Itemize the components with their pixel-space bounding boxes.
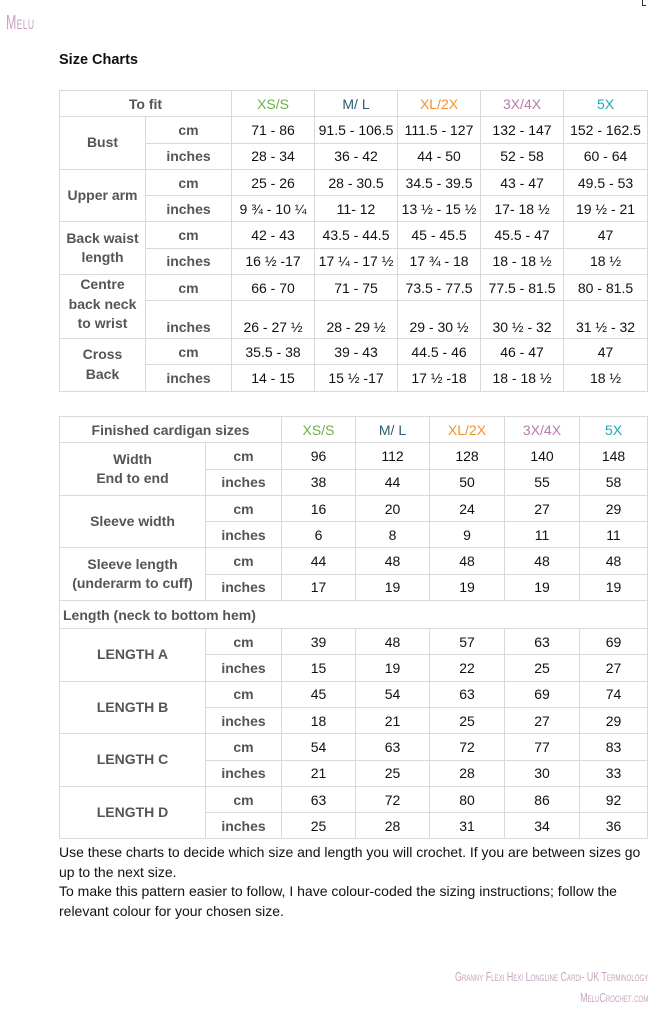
to-fit-header: To fit [60, 91, 232, 117]
page-title: Size Charts [59, 52, 138, 68]
size-value-cell: 11 [580, 522, 648, 548]
size-value-cell: 17- 18 ½ [481, 196, 564, 222]
size-value-cell: 57 [430, 629, 505, 655]
unit-label: inches [206, 522, 282, 548]
size-value-cell: 6 [282, 522, 356, 548]
table-row [60, 629, 648, 655]
size-header-3x4x: 3X/4X [505, 417, 580, 443]
finished-cardigan-size-table [59, 416, 648, 839]
size-value-cell: 36 - 42 [315, 143, 398, 169]
size-value-cell: 45.5 - 47 [481, 222, 564, 248]
finished-sizes-header: Finished cardigan sizes [60, 417, 282, 443]
size-value-cell: 19 [430, 574, 505, 600]
size-value-cell: 48 [580, 548, 648, 574]
table-row [60, 365, 648, 391]
unit-label: inches [146, 301, 232, 339]
size-value-cell: 148 [580, 443, 648, 469]
table-row [60, 222, 648, 248]
unit-label: inches [146, 365, 232, 391]
size-value-cell: 128 [430, 443, 505, 469]
size-value-cell: 13 ½ - 15 ½ [398, 196, 481, 222]
table-row [60, 248, 648, 274]
size-value-cell: 21 [356, 707, 430, 733]
size-value-cell: 50 [430, 469, 505, 495]
size-value-cell: 72 [430, 734, 505, 760]
size-value-cell: 43 - 47 [481, 169, 564, 195]
size-value-cell: 132 - 147 [481, 117, 564, 143]
length-section-label: Length (neck to bottom hem) [60, 601, 648, 629]
table-row [60, 196, 648, 222]
size-value-cell: 39 [282, 629, 356, 655]
size-value-cell: 17 [282, 574, 356, 600]
size-value-cell: 19 ½ - 21 [564, 196, 648, 222]
size-header-xss: XS/S [232, 91, 315, 117]
size-header-3x4x: 3X/4X [481, 91, 564, 117]
to-fit-size-table [59, 90, 648, 392]
size-value-cell: 44 [356, 469, 430, 495]
measurement-label: Upper arm [60, 169, 146, 222]
size-header-xl2x: XL/2X [398, 91, 481, 117]
size-value-cell: 77 [505, 734, 580, 760]
unit-label: cm [206, 443, 282, 469]
measurement-label: Sleeve length (underarm to cuff) [60, 548, 206, 601]
unit-label: cm [206, 681, 282, 707]
size-value-cell: 31 ½ - 32 [564, 301, 648, 339]
table-row [60, 786, 648, 812]
size-value-cell: 80 [430, 786, 505, 812]
footer-pattern-title: Granny Flexi Hexi Longline Cardi- UK Terminology [454, 969, 648, 984]
size-value-cell: 60 - 64 [564, 143, 648, 169]
size-value-cell: 71 - 75 [315, 275, 398, 301]
size-value-cell: 31 [430, 813, 505, 839]
size-value-cell: 34 [505, 813, 580, 839]
size-value-cell: 26 - 27 ½ [232, 301, 315, 339]
size-value-cell: 27 [505, 707, 580, 733]
size-value-cell: 45 - 45.5 [398, 222, 481, 248]
table-row [60, 681, 648, 707]
size-value-cell: 19 [580, 574, 648, 600]
size-value-cell: 27 [580, 655, 648, 681]
size-value-cell: 8 [356, 522, 430, 548]
size-value-cell: 47 [564, 222, 648, 248]
size-value-cell: 28 [356, 813, 430, 839]
size-value-cell: 24 [430, 495, 505, 521]
table-row [60, 339, 648, 365]
measurement-label: LENGTH D [60, 786, 206, 839]
size-header-5x: 5X [580, 417, 648, 443]
unit-label: cm [146, 117, 232, 143]
size-value-cell: 28 - 30.5 [315, 169, 398, 195]
size-value-cell: 44 [282, 548, 356, 574]
size-value-cell: 66 - 70 [232, 275, 315, 301]
footer-website: MeluCrochet.com [579, 990, 648, 1005]
size-value-cell: 58 [580, 469, 648, 495]
size-value-cell: 72 [356, 786, 430, 812]
size-value-cell: 11- 12 [315, 196, 398, 222]
size-value-cell: 16 ½ -17 [232, 248, 315, 274]
length-section-row [60, 601, 648, 629]
size-value-cell: 111.5 - 127 [398, 117, 481, 143]
size-value-cell: 43.5 - 44.5 [315, 222, 398, 248]
unit-label: inches [146, 143, 232, 169]
size-value-cell: 19 [356, 574, 430, 600]
size-value-cell: 69 [580, 629, 648, 655]
size-value-cell: 29 [580, 495, 648, 521]
unit-label: inches [146, 196, 232, 222]
unit-label: cm [146, 222, 232, 248]
size-value-cell: 18 [282, 707, 356, 733]
size-value-cell: 15 ½ -17 [315, 365, 398, 391]
size-value-cell: 47 [564, 339, 648, 365]
unit-label: inches [206, 655, 282, 681]
measurement-label: Back waist length [60, 222, 146, 275]
unit-label: cm [206, 734, 282, 760]
size-value-cell: 80 - 81.5 [564, 275, 648, 301]
size-header-xl2x: XL/2X [430, 417, 505, 443]
table-header-row [60, 91, 648, 117]
size-value-cell: 42 - 43 [232, 222, 315, 248]
size-value-cell: 69 [505, 681, 580, 707]
table-row [60, 548, 648, 574]
size-value-cell: 33 [580, 760, 648, 786]
table-row [60, 143, 648, 169]
size-value-cell: 54 [282, 734, 356, 760]
measurement-label: LENGTH C [60, 734, 206, 787]
size-value-cell: 19 [356, 655, 430, 681]
unit-label: inches [206, 707, 282, 733]
size-value-cell: 25 [505, 655, 580, 681]
size-value-cell: 112 [356, 443, 430, 469]
size-value-cell: 63 [430, 681, 505, 707]
size-value-cell: 27 [505, 495, 580, 521]
unit-label: cm [146, 275, 232, 301]
size-value-cell: 18 - 18 ½ [481, 248, 564, 274]
size-value-cell: 39 - 43 [315, 339, 398, 365]
page-corner-mark [642, 0, 646, 6]
size-value-cell: 48 [356, 548, 430, 574]
table-row [60, 275, 648, 301]
size-header-ml: M/ L [356, 417, 430, 443]
size-value-cell: 83 [580, 734, 648, 760]
table-row [60, 734, 648, 760]
measurement-label: LENGTH B [60, 681, 206, 734]
size-value-cell: 48 [505, 548, 580, 574]
measurement-label: Bust [60, 117, 146, 170]
size-value-cell: 28 [430, 760, 505, 786]
table-row [60, 301, 648, 339]
size-value-cell: 25 [282, 813, 356, 839]
size-value-cell: 96 [282, 443, 356, 469]
size-value-cell: 17 ¾ - 18 [398, 248, 481, 274]
size-value-cell: 36 [580, 813, 648, 839]
size-value-cell: 48 [430, 548, 505, 574]
size-value-cell: 18 ½ [564, 365, 648, 391]
size-value-cell: 29 [580, 707, 648, 733]
note-paragraph: To make this pattern easier to follow, I have colour-coded the sizing instructions; follow the relevant colour for your chosen size. [59, 883, 617, 919]
measurement-label: Sleeve width [60, 495, 206, 548]
size-value-cell: 46 - 47 [481, 339, 564, 365]
table-row [60, 169, 648, 195]
measurement-label: Width End to end [60, 443, 206, 496]
unit-label: cm [146, 169, 232, 195]
size-value-cell: 73.5 - 77.5 [398, 275, 481, 301]
unit-label: inches [206, 760, 282, 786]
size-value-cell: 52 - 58 [481, 143, 564, 169]
size-value-cell: 38 [282, 469, 356, 495]
size-header-xss: XS/S [282, 417, 356, 443]
size-value-cell: 92 [580, 786, 648, 812]
size-header-5x: 5X [564, 91, 648, 117]
size-value-cell: 86 [505, 786, 580, 812]
size-value-cell: 77.5 - 81.5 [481, 275, 564, 301]
size-value-cell: 44 - 50 [398, 143, 481, 169]
page-footer [364, 966, 648, 1008]
size-value-cell: 18 ½ [564, 248, 648, 274]
size-value-cell: 63 [356, 734, 430, 760]
unit-label: cm [146, 339, 232, 365]
unit-label: inches [206, 469, 282, 495]
size-value-cell: 30 [505, 760, 580, 786]
size-value-cell: 44.5 - 46 [398, 339, 481, 365]
unit-label: cm [206, 495, 282, 521]
size-value-cell: 9 [430, 522, 505, 548]
size-value-cell: 55 [505, 469, 580, 495]
size-value-cell: 17 ½ -18 [398, 365, 481, 391]
size-header-ml: M/ L [315, 91, 398, 117]
note-paragraph: Use these charts to decide which size and length you will crochet. If you are between sizes go up to the next size. [59, 844, 641, 880]
instructions-notes [59, 843, 659, 921]
unit-label: cm [206, 548, 282, 574]
measurement-label: LENGTH A [60, 629, 206, 682]
unit-label: cm [206, 629, 282, 655]
size-value-cell: 35.5 - 38 [232, 339, 315, 365]
size-value-cell: 29 - 30 ½ [398, 301, 481, 339]
brand-logo: Melu [6, 12, 35, 34]
size-value-cell: 21 [282, 760, 356, 786]
size-value-cell: 152 - 162.5 [564, 117, 648, 143]
size-value-cell: 18 - 18 ½ [481, 365, 564, 391]
measurement-label: Cross Back [60, 339, 146, 392]
unit-label: cm [206, 786, 282, 812]
size-value-cell: 17 ¼ - 17 ½ [315, 248, 398, 274]
size-value-cell: 11 [505, 522, 580, 548]
size-value-cell: 22 [430, 655, 505, 681]
size-value-cell: 91.5 - 106.5 [315, 117, 398, 143]
size-value-cell: 140 [505, 443, 580, 469]
size-value-cell: 14 - 15 [232, 365, 315, 391]
unit-label: inches [206, 813, 282, 839]
size-value-cell: 45 [282, 681, 356, 707]
unit-label: inches [146, 248, 232, 274]
size-value-cell: 74 [580, 681, 648, 707]
table-row [60, 443, 648, 469]
size-value-cell: 63 [282, 786, 356, 812]
size-value-cell: 25 [356, 760, 430, 786]
size-value-cell: 9 ¾ - 10 ¼ [232, 196, 315, 222]
table-row [60, 117, 648, 143]
size-value-cell: 54 [356, 681, 430, 707]
unit-label: inches [206, 574, 282, 600]
size-value-cell: 48 [356, 629, 430, 655]
size-value-cell: 63 [505, 629, 580, 655]
size-value-cell: 71 - 86 [232, 117, 315, 143]
size-value-cell: 20 [356, 495, 430, 521]
table-header-row [60, 417, 648, 443]
size-value-cell: 28 - 29 ½ [315, 301, 398, 339]
table-row [60, 495, 648, 521]
size-value-cell: 16 [282, 495, 356, 521]
measurement-label: Centre back neck to wrist [60, 275, 146, 339]
size-value-cell: 49.5 - 53 [564, 169, 648, 195]
size-value-cell: 30 ½ - 32 [481, 301, 564, 339]
size-value-cell: 15 [282, 655, 356, 681]
size-value-cell: 34.5 - 39.5 [398, 169, 481, 195]
size-value-cell: 25 - 26 [232, 169, 315, 195]
size-value-cell: 19 [505, 574, 580, 600]
size-value-cell: 28 - 34 [232, 143, 315, 169]
size-value-cell: 25 [430, 707, 505, 733]
